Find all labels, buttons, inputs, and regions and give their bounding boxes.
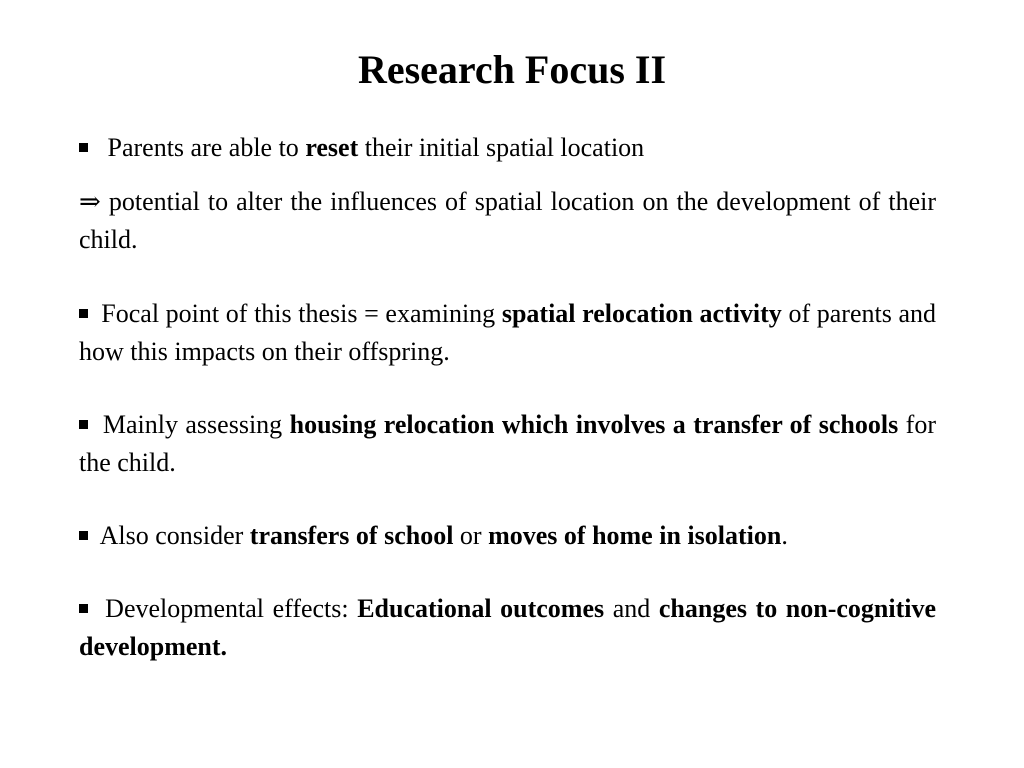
- text-segment: Focal point of this thesis = examining: [101, 299, 502, 328]
- bold-text-segment: reset: [305, 133, 359, 162]
- square-bullet-icon: [79, 531, 88, 540]
- bold-text-segment: Educational outcomes: [357, 594, 605, 623]
- slide-title: Research Focus II: [357, 47, 667, 92]
- square-bullet-icon: [79, 309, 88, 318]
- text-segment: for the child.: [79, 410, 936, 477]
- implication-paragraph: [79, 183, 936, 259]
- text-segment: or: [453, 521, 489, 550]
- bold-text-segment: housing relocation which involves a transfer of schools: [289, 410, 899, 439]
- bullet-paragraph-also-consider: [79, 517, 936, 555]
- text-segment: potential to alter the influences of spatial location on the development of their child.: [79, 187, 936, 254]
- bold-text-segment: changes to non-cognitive development.: [79, 594, 937, 661]
- text-segment: Mainly assessing: [102, 410, 290, 439]
- bold-text-segment: moves of home in isolation: [488, 521, 782, 550]
- text-segment: and: [604, 594, 659, 623]
- bullet-paragraph-developmental-effects: [79, 590, 936, 666]
- text-segment: their initial spatial location: [358, 133, 645, 162]
- text-segment: of parents and how this impacts on their offspring.: [79, 299, 937, 366]
- text-segment: Also consider: [99, 521, 250, 550]
- bold-text-segment: transfers of school: [249, 521, 454, 550]
- bullet-paragraph-focal-point: [79, 295, 936, 371]
- text-segment: .: [781, 521, 788, 550]
- square-bullet-icon: [79, 604, 88, 613]
- text-segment: Parents are able to: [107, 133, 306, 162]
- bullet-paragraph-assessing: [79, 406, 936, 482]
- bold-text-segment: spatial relocation activity: [501, 299, 782, 328]
- bullet-paragraph-reset: [79, 129, 936, 167]
- square-bullet-icon: [79, 420, 88, 429]
- text-segment: Developmental effects:: [105, 594, 358, 623]
- square-bullet-icon: [79, 143, 88, 152]
- implies-arrow-icon: ⇒: [79, 187, 101, 216]
